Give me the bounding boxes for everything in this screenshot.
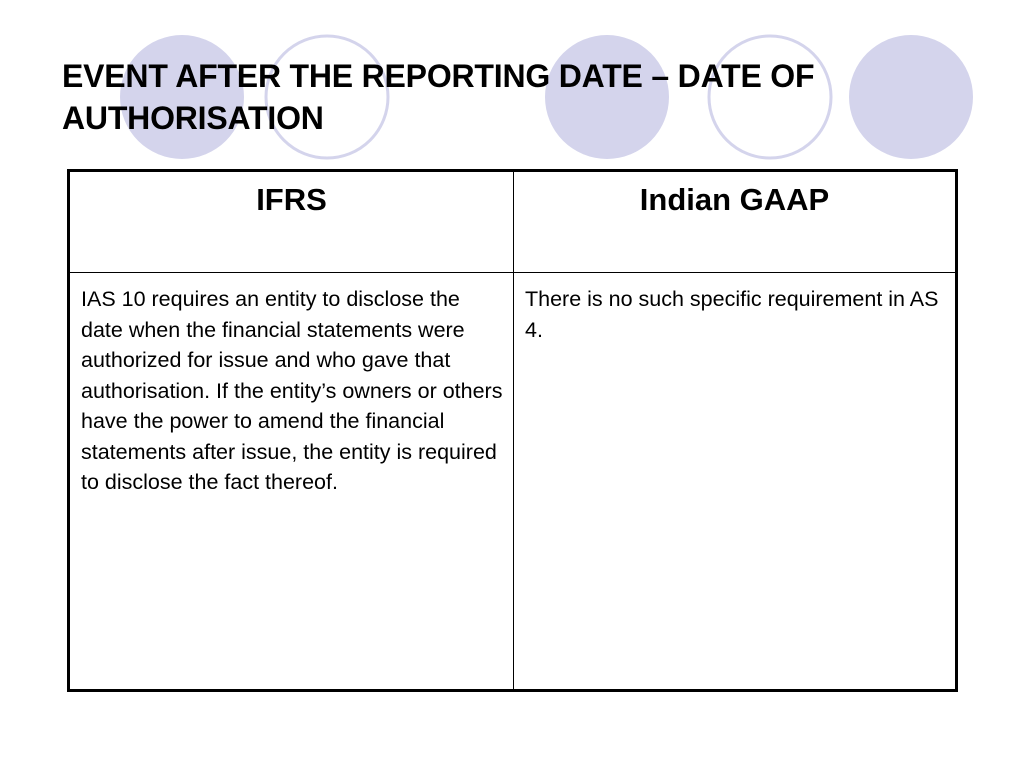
table-header-ifrs: IFRS [70, 172, 514, 273]
slide-title: EVENT AFTER THE REPORTING DATE – DATE OF AUTHORISATION [62, 58, 815, 136]
table-cell-ifrs: IAS 10 requires an entity to disclose the date when the financial statements were authorized for issue and who gave that authorisation. If the entity’s owners or others have the power to amend the financial statements after issue, the entity is required to disclose the fact thereof. [70, 273, 514, 689]
table-cell-indian-gaap: There is no such specific requirement in AS 4. [525, 287, 939, 342]
table-header-indian-gaap: Indian GAAP [514, 172, 955, 273]
comparison-table [67, 169, 958, 692]
